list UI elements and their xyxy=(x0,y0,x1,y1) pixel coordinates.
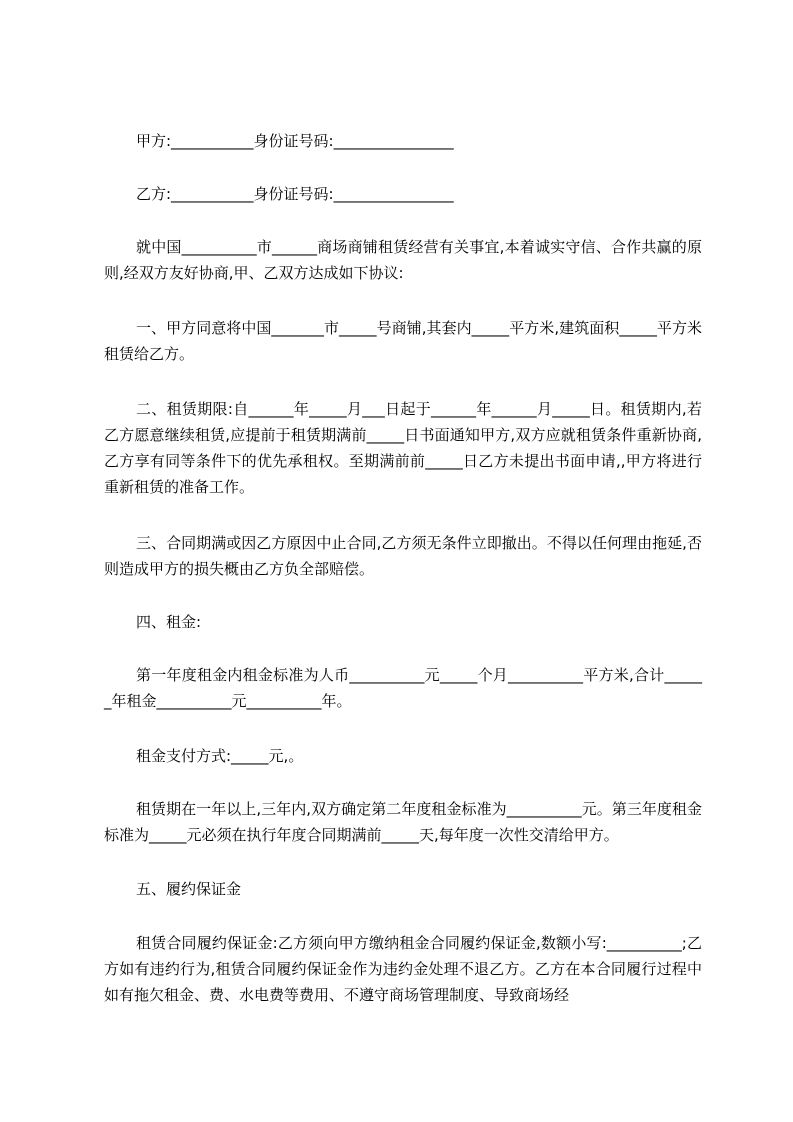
intro-paragraph: 就中国__________市______商场商铺租赁经营有关事宜,本着诚实守信、合作共赢的原则,经双方友好协商,甲、乙双方达成如下协议: xyxy=(104,238,702,282)
payment-method-line: 租金支付方式:_____元,。 xyxy=(136,747,304,765)
deposit-paragraph: 租赁合同履约保证金:乙方须向甲方缴纳租金合同履约保证金,数额小写:__________;乙方如有违约行为,租赁合同履约保证金作为违约金处理不退乙方。乙方在本合同履行过程中如有拖欠租金、费、水电费等费用、不遵守商场管理制度、导致商场经 xyxy=(104,934,702,1004)
clause-5-heading: 五、履约保证金 xyxy=(136,880,242,898)
clause-3-paragraph: 三、合同期满或因乙方原因中止合同,乙方须无条件立即撤出。不得以任何理由拖延,否则造成甲方的损失概由乙方负全部赔偿。 xyxy=(104,534,702,578)
clause-4-heading: 四、租金: xyxy=(136,613,202,631)
clause-1-paragraph: 一、甲方同意将中国_______市_____号商铺,其套内_____平方米,建筑面积_____平方米租赁给乙方。 xyxy=(104,319,702,363)
party-a-line: 甲方:___________身份证号码:________________ xyxy=(136,132,454,150)
clause-2-paragraph: 二、租赁期限:自______年_____月___日起于______年______月_____日。租赁期内,若乙方愿意继续租赁,应提前于租赁期满前_____日书面通知甲方,双方应就租赁条件重新协商,乙方享有同等条件下的优先承租权。至期满前前_____日乙方未提出书面申请,,甲方将进行重新租赁的准备工作。 xyxy=(104,400,702,496)
rent-standard-paragraph: 第一年度租金内租金标准为人币__________元_____个月__________平方米,合计______年租金__________元__________年。 xyxy=(104,666,702,710)
party-b-line: 乙方:___________身份证号码:________________ xyxy=(136,185,454,203)
rent-later-years-paragraph: 租赁期在一年以上,三年内,双方确定第二年度租金标准为__________元。第三年度租金标准为_____元必须在执行年度合同期满前_____天,每年度一次性交清给甲方。 xyxy=(104,800,702,844)
